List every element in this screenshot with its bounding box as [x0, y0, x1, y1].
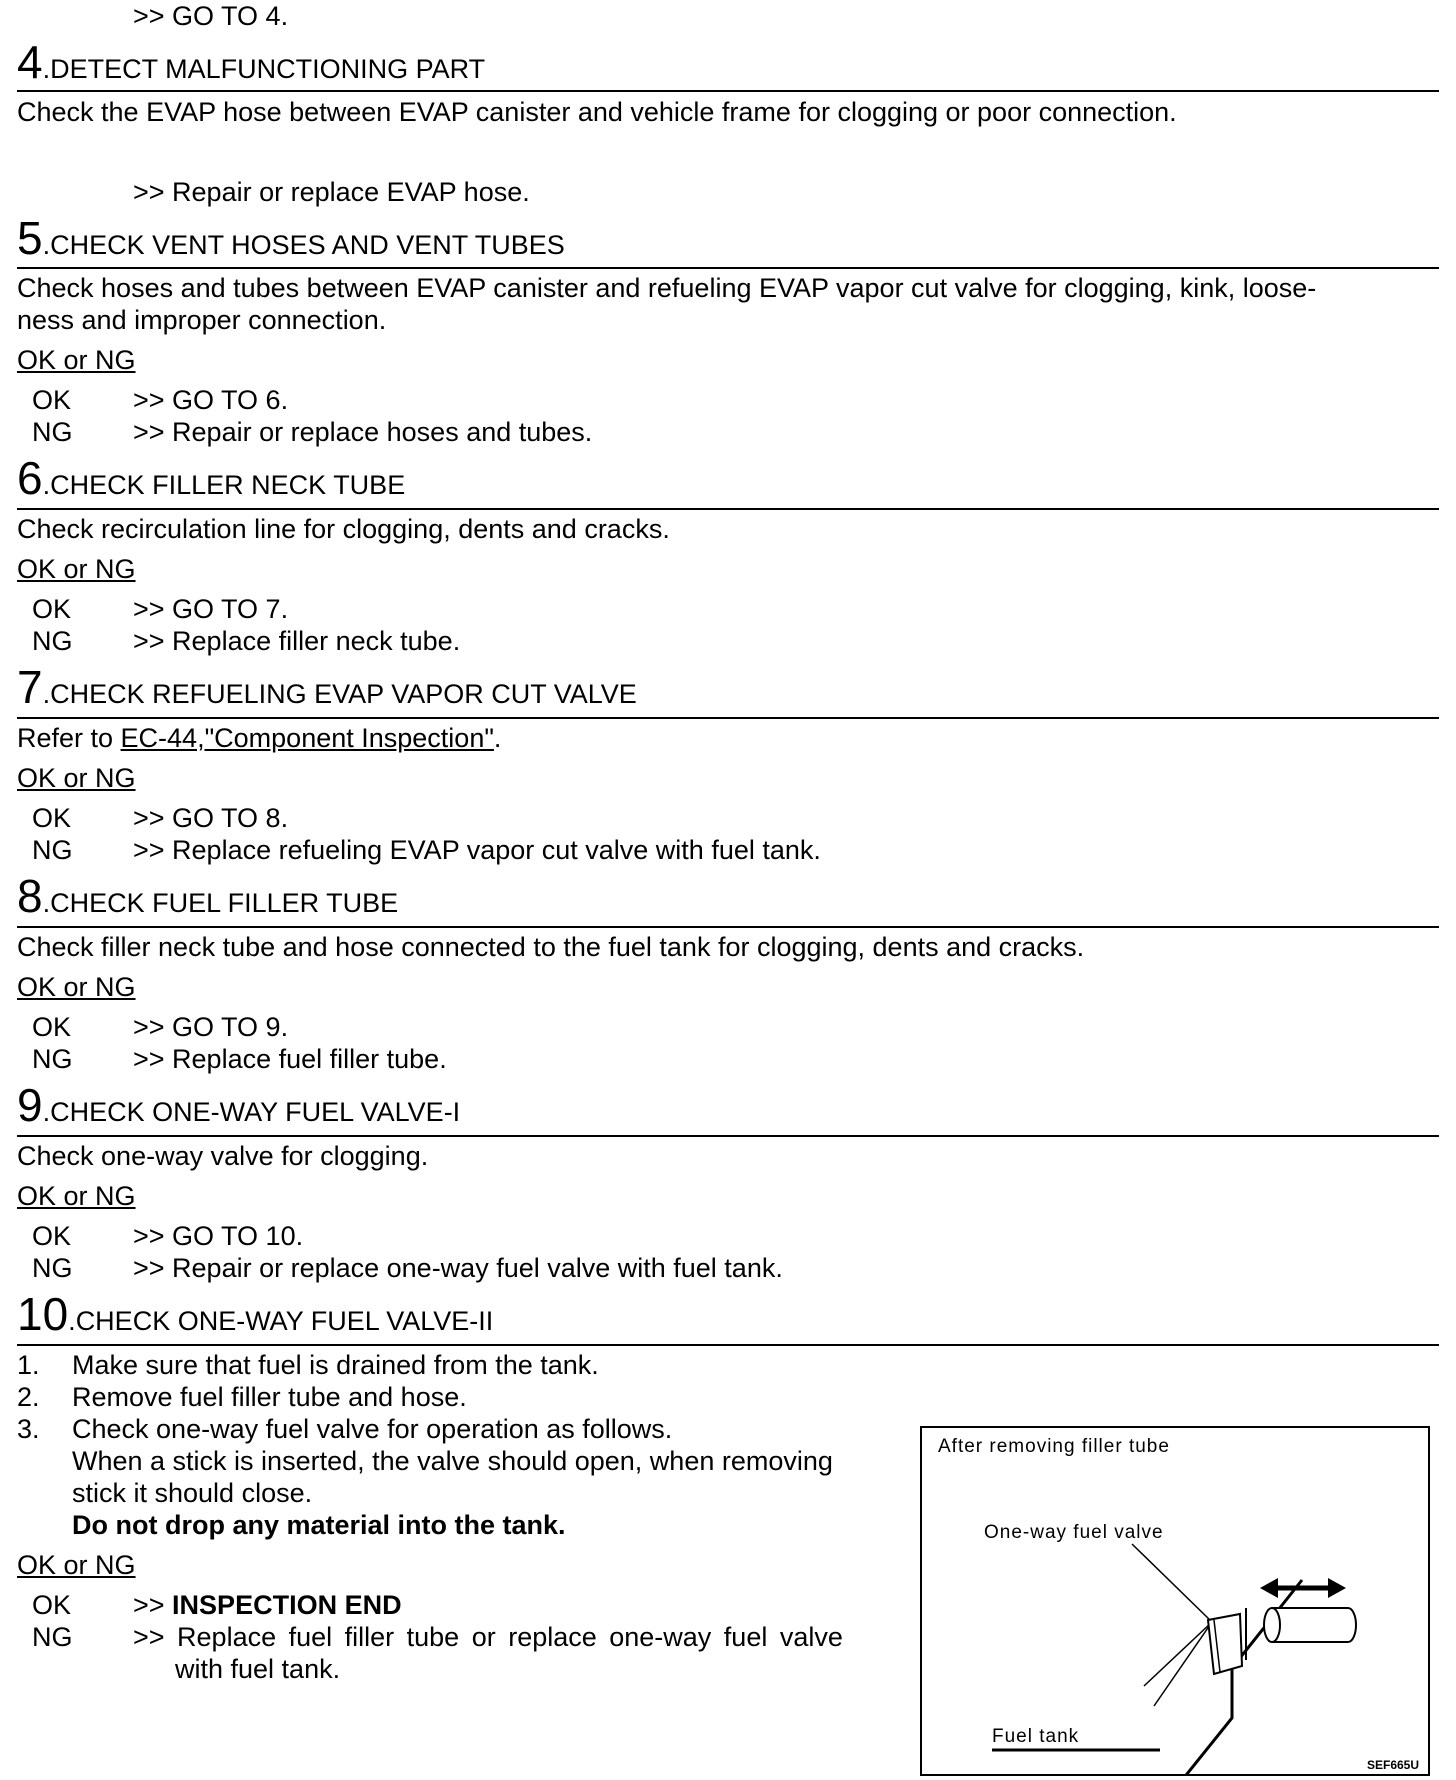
step-title: DETECT MALFUNCTIONING PART: [50, 54, 486, 84]
figure-box: [920, 1426, 1430, 1776]
step-body: Check one-way valve for clogging.: [17, 1141, 429, 1171]
step-title: CHECK ONE-WAY FUEL VALVE-I: [50, 1097, 461, 1127]
step-body: Check filler neck tube and hose connected to the fuel tank for clogging, dents and cracks.: [17, 932, 1085, 962]
step-title: CHECK FUEL FILLER TUBE: [50, 888, 399, 918]
step-number: 8: [17, 870, 43, 922]
step-heading: [17, 214, 565, 262]
step-title: CHECK ONE-WAY FUEL VALVE-II: [75, 1306, 494, 1336]
list-continuation: When a stick is inserted, the valve should open, when removing: [72, 1446, 833, 1476]
ok-label: OK: [32, 1221, 72, 1251]
step-number: 10: [17, 1288, 69, 1340]
step-dot: .: [68, 1306, 76, 1336]
reference-link[interactable]: EC-44,"Component Inspection": [120, 723, 494, 753]
step-dot: .: [42, 888, 51, 918]
figure-caption: After removing filler tube: [938, 1436, 1170, 1457]
divider: [17, 717, 1439, 719]
step-number: 7: [17, 661, 43, 713]
step-heading: [17, 1081, 460, 1129]
ok-result: >> GO TO 8.: [133, 803, 289, 833]
step-dot: .: [42, 54, 51, 84]
ng-label: NG: [32, 1044, 73, 1074]
divider: [17, 508, 1439, 510]
fuel-valve-diagram: [922, 1428, 1428, 1774]
ok-label: OK: [32, 1012, 72, 1042]
ok-label: OK: [32, 385, 72, 415]
ng-label: NG: [32, 835, 73, 865]
divider: [17, 1135, 1439, 1137]
body-suffix: .: [493, 723, 502, 753]
divider: [17, 1344, 1439, 1346]
ng-result: >> Replace fuel filler tube.: [133, 1044, 447, 1074]
step-result: >> Repair or replace EVAP hose.: [133, 177, 530, 207]
step-title: CHECK FILLER NECK TUBE: [50, 470, 406, 500]
step-heading: [17, 454, 405, 502]
ng-result-continuation: with fuel tank.: [175, 1654, 341, 1684]
ng-result: >> Repair or replace hoses and tubes.: [133, 417, 593, 447]
ok-or-ng-heading: OK or NG: [17, 345, 136, 375]
ok-or-ng-heading: OK or NG: [17, 554, 136, 584]
step-body: Check the EVAP hose between EVAP canister and vehicle frame for clogging or poor connection.: [17, 97, 1177, 127]
list-continuation: stick it should close.: [72, 1478, 313, 1508]
ng-result: >> Replace fuel filler tube or replace one-way fuel valve: [133, 1622, 843, 1652]
step-dot: .: [42, 679, 51, 709]
ng-result: >> Replace refueling EVAP vapor cut valve with fuel tank.: [133, 835, 821, 865]
ok-result: >> GO TO 6.: [133, 385, 289, 415]
goto-line: >> GO TO 4.: [133, 1, 289, 31]
divider: [17, 267, 1439, 269]
ng-result: >> Repair or replace one-way fuel valve with fuel tank.: [133, 1253, 783, 1283]
ng-label: NG: [32, 1253, 73, 1283]
step-body: Check hoses and tubes between EVAP canister and refueling EVAP vapor cut valve for clogging, kink, loose-: [17, 273, 1317, 303]
step-number: 5: [17, 212, 43, 264]
step-title: CHECK REFUELING EVAP VAPOR CUT VALVE: [50, 679, 637, 709]
ok-prefix: >>: [133, 1590, 173, 1620]
list-item: Make sure that fuel is drained from the tank.: [72, 1350, 599, 1380]
warning-text: Do not drop any material into the tank.: [72, 1510, 566, 1540]
ng-label: NG: [32, 417, 73, 447]
step-heading: [17, 38, 485, 86]
list-item: Remove fuel filler tube and hose.: [72, 1382, 467, 1412]
ok-or-ng-heading: OK or NG: [17, 972, 136, 1002]
ok-result: >> GO TO 9.: [133, 1012, 289, 1042]
step-number: 4: [17, 36, 43, 88]
step-dot: .: [42, 1097, 51, 1127]
ok-or-ng-heading: OK or NG: [17, 1181, 136, 1211]
ok-label: OK: [32, 594, 72, 624]
inspection-end: INSPECTION END: [172, 1590, 402, 1620]
ok-label: OK: [32, 1590, 72, 1620]
ok-result: [133, 1589, 402, 1621]
divider: [17, 926, 1439, 928]
divider: [17, 90, 1439, 92]
ok-or-ng-heading: OK or NG: [17, 763, 136, 793]
step-dot: .: [42, 230, 51, 260]
ng-label: NG: [32, 1622, 73, 1652]
step-body: Check recirculation line for clogging, dents and cracks.: [17, 514, 670, 544]
step-heading: [17, 1290, 493, 1338]
step-heading: [17, 663, 637, 711]
step-body: ness and improper connection.: [17, 305, 387, 335]
body-prefix: Refer to: [17, 723, 121, 753]
list-number: 2.: [17, 1382, 40, 1412]
figure-code: SEF665U: [1367, 1758, 1420, 1772]
step-title: CHECK VENT HOSES AND VENT TUBES: [50, 230, 565, 260]
ng-label: NG: [32, 626, 73, 656]
tank-label: Fuel tank: [992, 1726, 1080, 1747]
valve-label: One-way fuel valve: [984, 1522, 1164, 1543]
list-item: Check one-way fuel valve for operation as follows.: [72, 1414, 673, 1444]
ok-or-ng-heading: OK or NG: [17, 1550, 136, 1580]
step-dot: .: [42, 470, 51, 500]
step-number: 6: [17, 452, 43, 504]
step-heading: [17, 872, 398, 920]
ok-result: >> GO TO 10.: [133, 1221, 304, 1251]
ok-label: OK: [32, 803, 72, 833]
ng-result: >> Replace filler neck tube.: [133, 626, 461, 656]
list-number: 1.: [17, 1350, 40, 1380]
step-body: [17, 722, 501, 754]
ok-result: >> GO TO 7.: [133, 594, 289, 624]
list-number: 3.: [17, 1414, 40, 1444]
step-number: 9: [17, 1079, 43, 1131]
